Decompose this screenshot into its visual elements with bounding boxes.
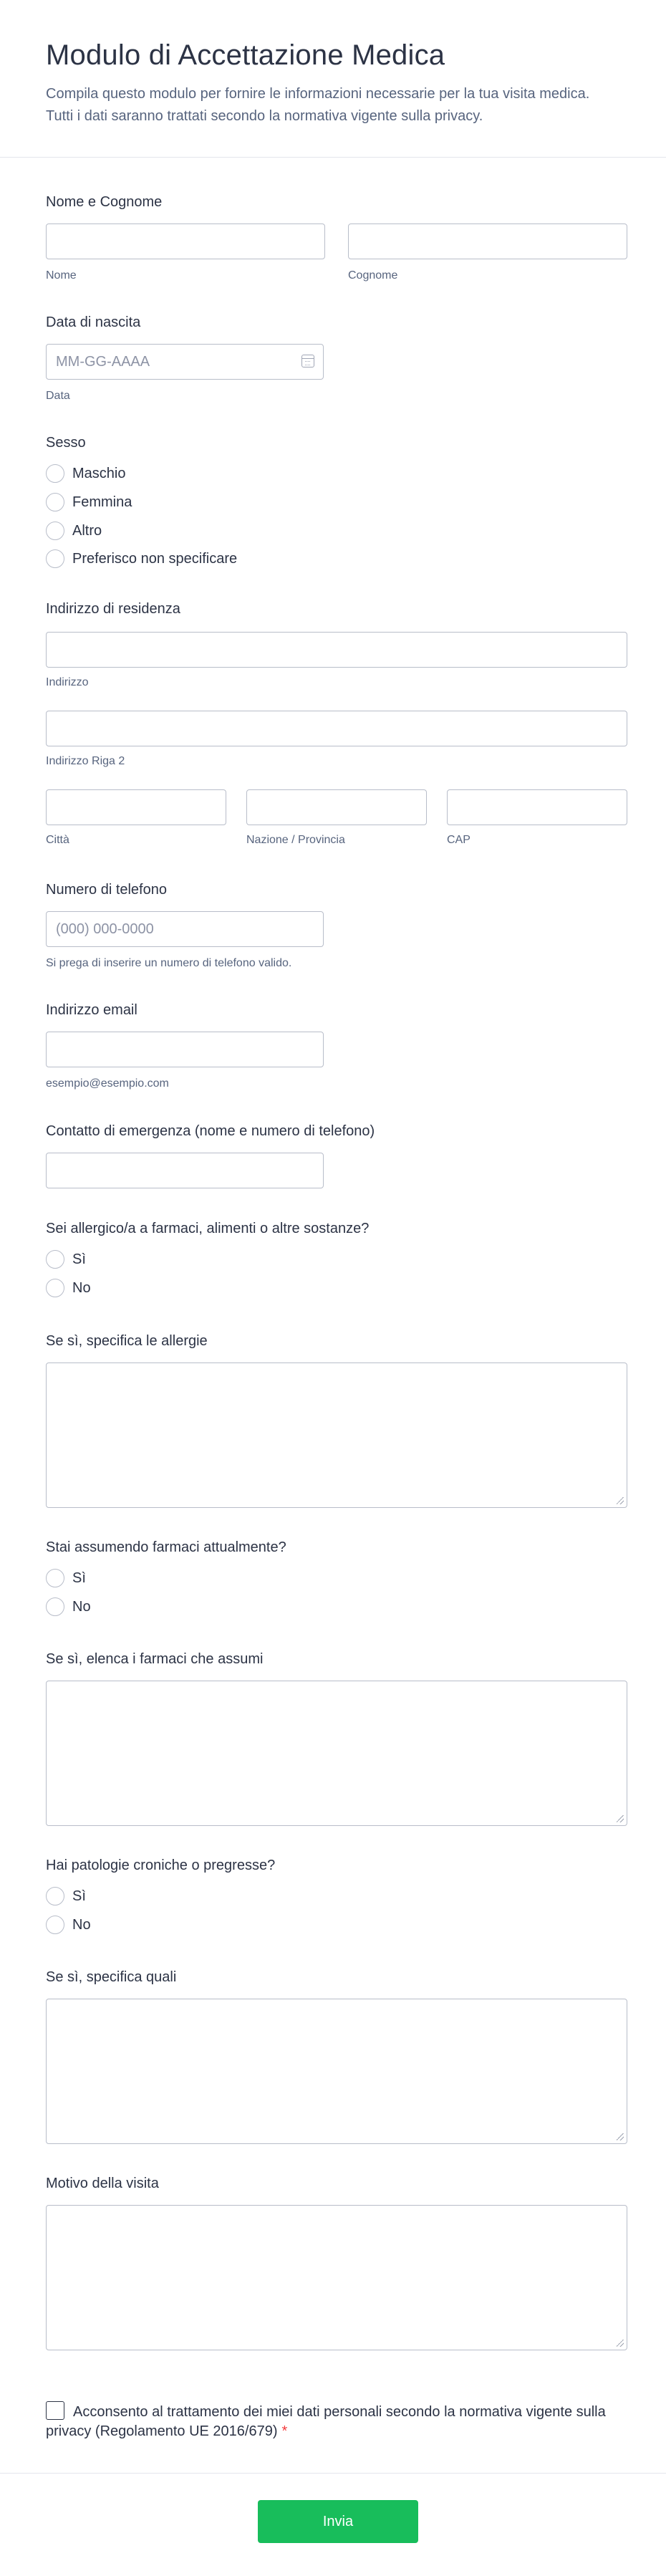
birth-date-placeholder: MM-GG-AAAA <box>56 354 150 370</box>
form-title: Modulo di Accettazione Medica <box>46 39 445 71</box>
radio-circle[interactable] <box>46 1597 64 1616</box>
allergic-label: Sei allergico/a a farmaci, alimenti o altre sostanze? <box>46 1221 370 1236</box>
field-medications <box>46 1539 627 1618</box>
visit-reason-label: Motivo della visita <box>46 2176 159 2191</box>
required-mark: * <box>281 2423 288 2439</box>
radio-circle[interactable] <box>46 1279 64 1297</box>
radio-label: No <box>72 1279 91 1296</box>
calendar-icon[interactable] <box>301 355 314 367</box>
field-allergies-detail <box>46 1332 627 1512</box>
radio-circle[interactable] <box>46 493 64 511</box>
radio-circle[interactable] <box>46 549 64 568</box>
radio-allergic-no[interactable] <box>46 1279 91 1297</box>
allergies-detail-textarea[interactable] <box>46 1363 627 1508</box>
medications-detail-textarea[interactable] <box>46 1681 627 1826</box>
zip-sublabel: CAP <box>447 834 470 846</box>
resize-handle-icon[interactable] <box>617 2340 624 2347</box>
radio-medications-no[interactable] <box>46 1597 91 1616</box>
form-description: Compila questo modulo per fornire le informazioni necessarie per la tua visita medica. Tutti i dati saranno trattati secondo la normativa vigente sulla privacy. <box>46 86 590 124</box>
phone-sublabel: Si prega di inserire un numero di telefono valido. <box>46 957 292 969</box>
address-label: Indirizzo di residenza <box>46 601 180 617</box>
radio-label: Maschio <box>72 465 126 481</box>
radio-label: No <box>72 1598 91 1615</box>
field-allergic <box>46 1220 627 1299</box>
radio-allergic-yes[interactable] <box>46 1250 86 1269</box>
first-name-sublabel: Nome <box>46 269 77 282</box>
resize-handle-icon[interactable] <box>617 2133 624 2140</box>
emergency-contact-label: Contatto di emergenza (nome e numero di telefono) <box>46 1123 375 1139</box>
radio-label: Preferisco non specificare <box>72 550 238 567</box>
field-sex <box>46 434 627 567</box>
form-header <box>0 0 666 158</box>
radio-circle[interactable] <box>46 1569 64 1587</box>
region-sublabel: Nazione / Provincia <box>246 834 345 846</box>
field-chronic-detail <box>46 1969 627 2148</box>
chronic-detail-textarea[interactable] <box>46 1999 627 2144</box>
radio-medications-yes[interactable] <box>46 1569 86 1587</box>
chronic-label: Hai patologie croniche o pregresse? <box>46 1857 276 1873</box>
last-name-sublabel: Cognome <box>348 269 398 282</box>
consent-text: Acconsento al trattamento dei miei dati personali secondo la normativa vigente sulla privacy (Regolamento UE 2016/679) <box>46 2404 606 2439</box>
allergies-detail-label: Se sì, specifica le allergie <box>46 1333 208 1349</box>
field-phone <box>46 881 627 974</box>
form-footer <box>0 2473 666 2576</box>
zip-input[interactable] <box>447 789 627 825</box>
medications-detail-label: Se sì, elenca i farmaci che assumi <box>46 1651 264 1667</box>
birth-date-label: Data di nascita <box>46 314 141 330</box>
field-emergency-contact <box>46 1123 627 1194</box>
resize-handle-icon[interactable] <box>617 1497 624 1504</box>
chronic-detail-label: Se sì, specifica quali <box>46 1969 177 1985</box>
medications-label: Stai assumendo farmaci attualmente? <box>46 1539 286 1555</box>
phone-input[interactable] <box>46 911 324 947</box>
birth-date-sublabel: Data <box>46 390 70 402</box>
radio-sex-male[interactable] <box>46 464 125 483</box>
last-name-input[interactable] <box>348 224 627 259</box>
radio-chronic-no[interactable] <box>46 1916 91 1934</box>
radio-chronic-yes[interactable] <box>46 1887 86 1905</box>
email-input[interactable] <box>46 1032 324 1067</box>
radio-label: Altro <box>72 522 102 539</box>
radio-circle[interactable] <box>46 1916 64 1934</box>
email-label: Indirizzo email <box>46 1002 137 1018</box>
radio-label: Sì <box>72 1888 86 1904</box>
emergency-contact-input[interactable] <box>46 1153 324 1188</box>
region-input[interactable] <box>246 789 427 825</box>
radio-circle[interactable] <box>46 1250 64 1269</box>
radio-label: No <box>72 1916 91 1933</box>
sex-label: Sesso <box>46 435 86 451</box>
field-full-name <box>46 193 627 287</box>
city-sublabel: Città <box>46 834 69 846</box>
radio-sex-female[interactable] <box>46 493 132 511</box>
radio-circle[interactable] <box>46 1887 64 1905</box>
visit-reason-textarea[interactable] <box>46 2205 627 2350</box>
first-name-input[interactable] <box>46 224 325 259</box>
radio-sex-other[interactable] <box>46 522 102 540</box>
radio-circle[interactable] <box>46 464 64 483</box>
radio-circle[interactable] <box>46 522 64 540</box>
resize-handle-icon[interactable] <box>617 1815 624 1822</box>
phone-label: Numero di telefono <box>46 882 167 898</box>
radio-label: Sì <box>72 1251 86 1267</box>
radio-sex-unspecified[interactable] <box>46 549 237 568</box>
submit-button[interactable]: Invia <box>258 2500 418 2543</box>
phone-placeholder: (000) 000-0000 <box>56 921 154 937</box>
field-birth-date <box>46 314 627 407</box>
full-name-label: Nome e Cognome <box>46 194 163 210</box>
field-visit-reason <box>46 2175 627 2354</box>
radio-label: Sì <box>72 1570 86 1586</box>
field-address <box>46 600 627 858</box>
birth-date-input[interactable] <box>46 344 324 380</box>
field-medications-detail <box>46 1650 627 1830</box>
address-line1-sublabel: Indirizzo <box>46 676 89 688</box>
city-input[interactable] <box>46 789 226 825</box>
address-line2-input[interactable] <box>46 711 627 746</box>
field-email <box>46 1001 627 1095</box>
radio-label: Femmina <box>72 494 132 510</box>
consent-field <box>46 2401 627 2441</box>
address-line2-sublabel: Indirizzo Riga 2 <box>46 755 125 767</box>
email-sublabel: esempio@esempio.com <box>46 1077 169 1090</box>
address-line1-input[interactable] <box>46 632 627 668</box>
consent-checkbox[interactable] <box>46 2401 64 2420</box>
field-chronic <box>46 1857 627 1936</box>
